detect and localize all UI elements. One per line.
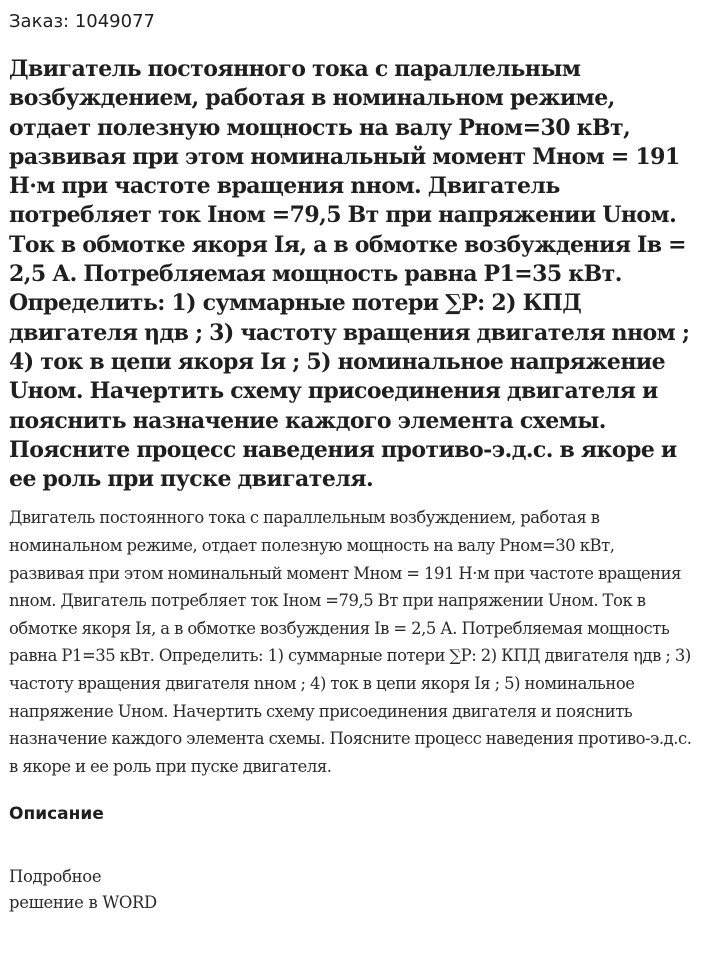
description-text xyxy=(9,864,693,916)
description-heading: Описание xyxy=(9,804,104,825)
order-page xyxy=(9,0,693,916)
description-line-2: решение в WORD xyxy=(9,893,157,913)
task-title: Двигатель постоянного тока с параллельным возбуждением, работая в номинальном режиме, отдает полезную мощность на валу Рном=30 кВт, развивая при этом номинальный момент Мном = 191 Н·м при частоте вращения nном. Двигатель потребляет ток Iном =79,5 Вт при напряжении Uном. Ток в обмотке якоря Iя, а в обмотке возбуждения Iв = 2,5 А. Потребляемая мощность равна Р1=35 кВт. Определить: 1) суммарные потери ∑Р: 2) КПД двигателя ηдв ; 3) частоту вращения двигателя nном ; 4) ток в цепи якоря Iя ; 5) номинальное напряжение Uном. Начертить схему присоединения двигателя и пояснить назначение каждого элемента схемы. Поясните процесс наведения противо-э.д.с. в якоре и ее роль при пуске двигателя. xyxy=(9,56,690,493)
task-body: Двигатель постоянного тока с параллельным возбуждением, работая в номинальном режиме, отдает полезную мощность на валу Рном=30 кВт, развивая при этом номинальный момент Мном = 191 Н·м при частоте вращения nном. Двигатель потребляет ток Iном =79,5 Вт при напряжении Uном. Ток в обмотке якоря Iя, а в обмотке возбуждения Iв = 2,5 А. Потребляемая мощность равна Р1=35 кВт. Определить: 1) суммарные потери ∑Р: 2) КПД двигателя ηдв ; 3) частоту вращения двигателя nном ; 4) ток в цепи якоря Iя ; 5) номинальное напряжение Uном. Начертить схему присоединения двигателя и пояснить назначение каждого элемента схемы. Поясните процесс наведения противо-э.д.с. в якоре и ее роль при пуске двигателя. xyxy=(9,508,692,776)
order-number: Заказ: 1049077 xyxy=(9,11,155,32)
description-line-1: Подробное xyxy=(9,867,102,887)
